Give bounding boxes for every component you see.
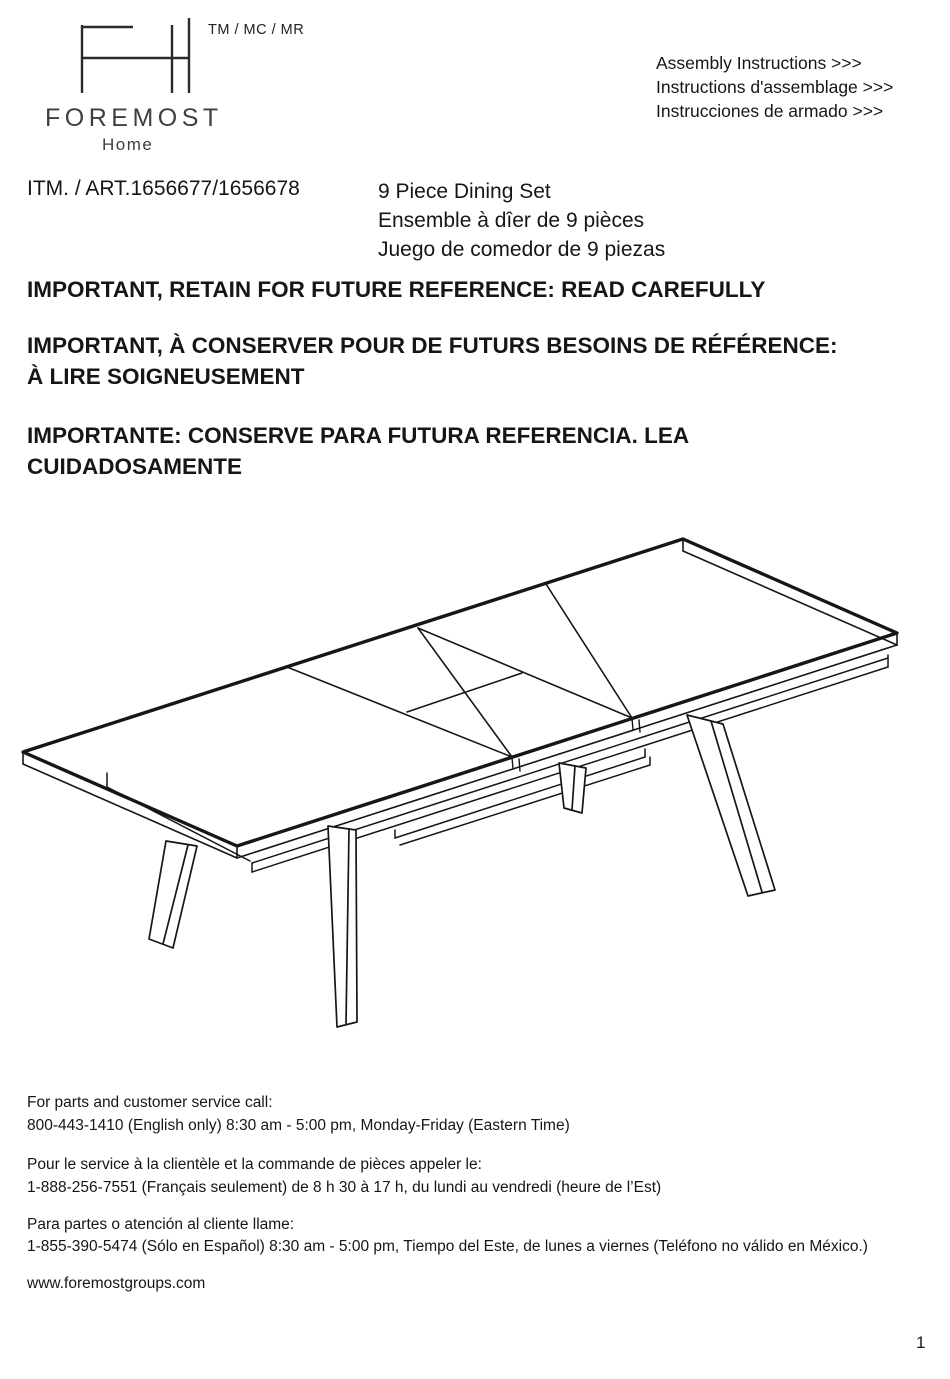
important-notice-en: IMPORTANT, RETAIN FOR FUTURE REFERENCE: READ CAREFULLY	[27, 277, 766, 302]
product-name-en: 9 Piece Dining Set	[378, 180, 551, 203]
page-number: 1	[916, 1333, 926, 1352]
table-leg-front-left	[149, 841, 197, 948]
product-name-fr: Ensemble à dîer de 9 pièces	[378, 209, 645, 232]
product-name-es: Juego de comedor de 9 piezas	[378, 238, 666, 261]
table-leg-front-center	[328, 826, 357, 1027]
important-notice-fr: IMPORTANT, À CONSERVER POUR DE FUTURS BESOINS DE RÉFÉRENCE: À LIRE SOIGNEUSEMENT	[27, 333, 838, 389]
table-leg-back-middle	[559, 763, 586, 813]
brand-name: FOREMOST	[45, 104, 223, 132]
assembly-instructions-es: Instrucciones de armado >>>	[656, 101, 884, 121]
tabletop-outline	[23, 539, 897, 846]
website-url: www.foremostgroups.com	[27, 1275, 206, 1292]
brand-subtitle: Home	[102, 135, 154, 154]
support-es-intro: Para partes o atención al cliente llame:	[27, 1216, 295, 1233]
important-notice-es: IMPORTANTE: CONSERVE PARA FUTURA REFERENCIA. LEA CUIDADOSAMENTE	[27, 423, 690, 479]
assembly-instructions-en: Assembly Instructions >>>	[656, 53, 862, 73]
support-fr-phone: 1-888-256-7551 (Français seulement) de 8 h 30 à 17 h, du lundi au vendredi (heure de l’Est)	[27, 1179, 662, 1196]
trademark-text: TM / MC / MR	[208, 22, 305, 38]
support-es-phone: 1-855-390-5474 (Sólo en Español) 8:30 am - 5:00 pm, Tiempo del Este, de lunes a viernes (Teléfono no válido en México.)	[27, 1238, 868, 1255]
item-number: ITM. / ART.1656677/1656678	[27, 177, 300, 200]
support-fr-intro: Pour le service à la clientèle et la commande de pièces appeler le:	[27, 1156, 482, 1173]
support-en-intro: For parts and customer service call:	[27, 1094, 273, 1111]
table-leg-back-right	[687, 715, 775, 896]
support-en-phone: 800-443-1410 (English only) 8:30 am - 5:00 pm, Monday-Friday (Eastern Time)	[27, 1117, 570, 1134]
assembly-instructions-fr: Instructions d'assemblage >>>	[656, 77, 894, 97]
